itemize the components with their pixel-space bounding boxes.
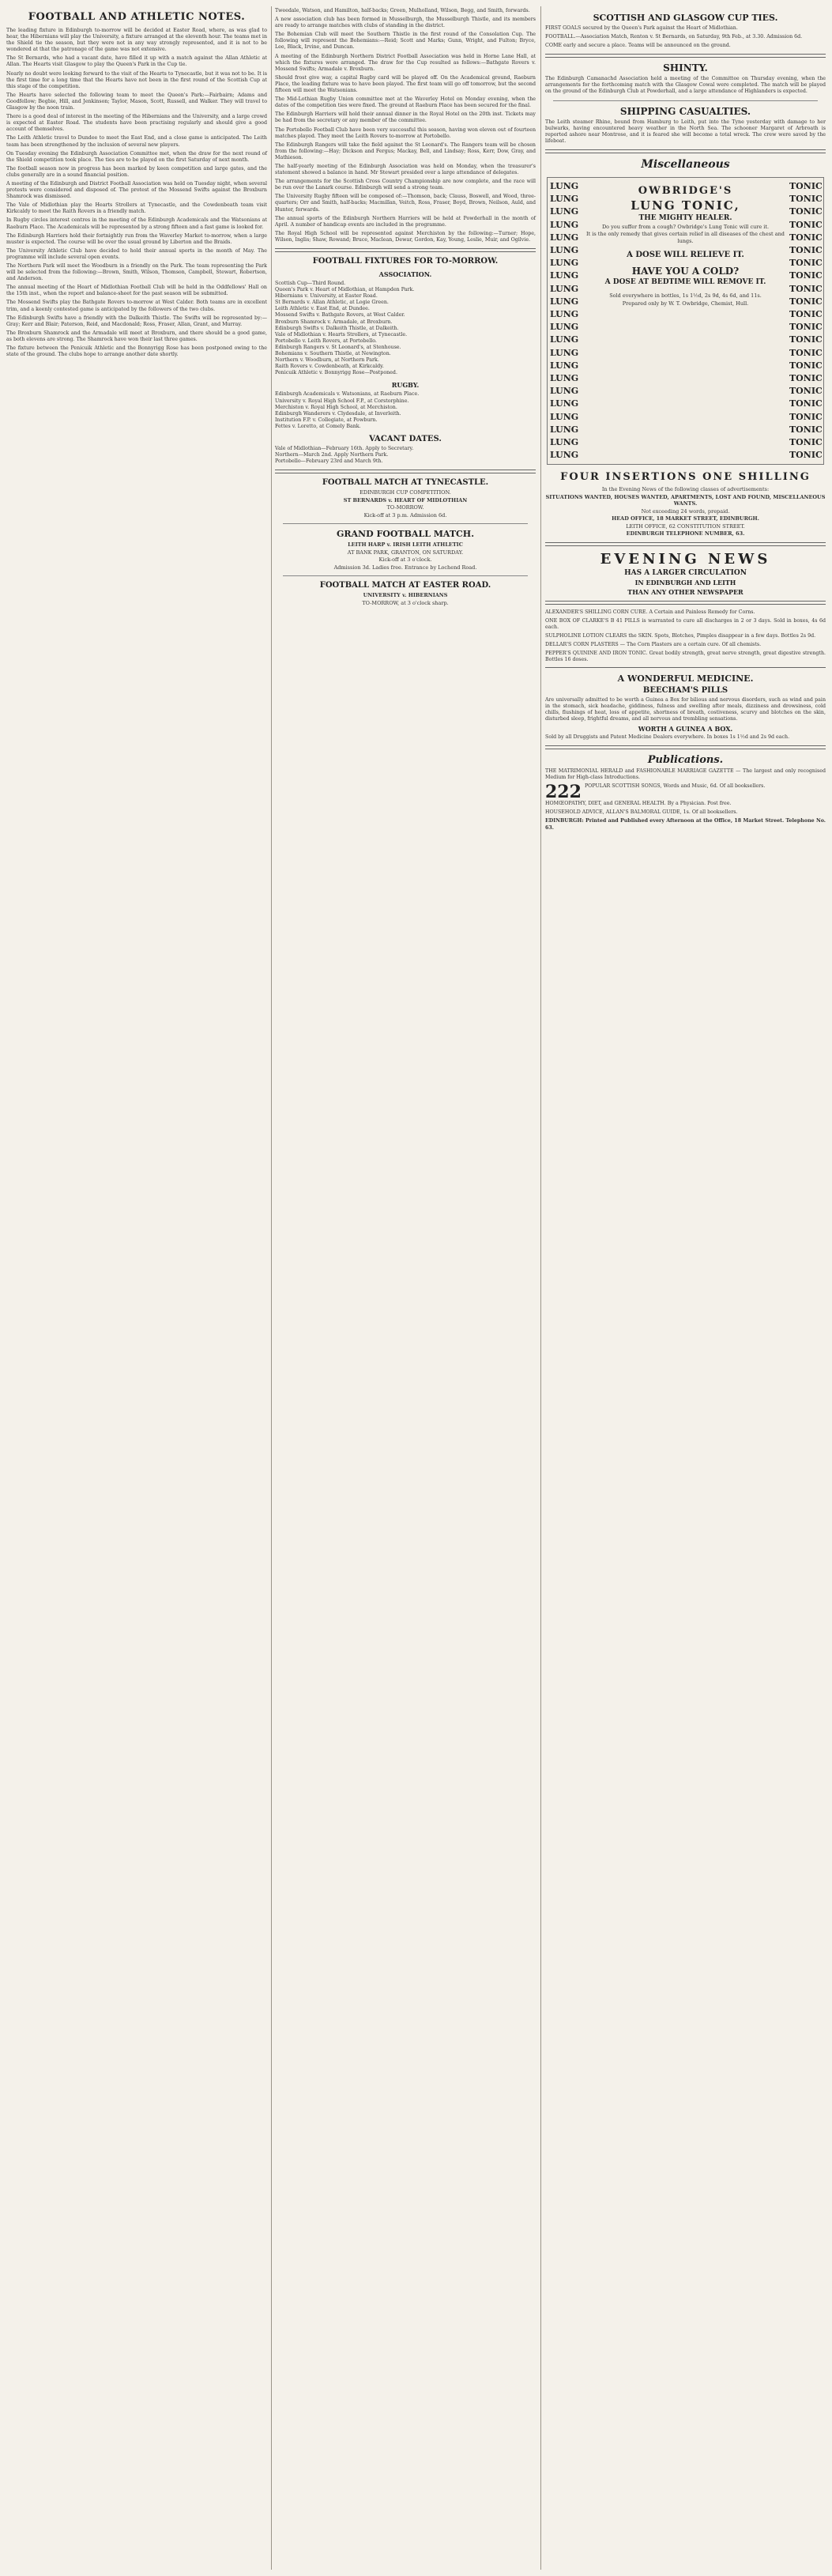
ad-line: Sold everywhere in bottles, 1s 1½d, 2s 9d, 4s 6d, and 11s. xyxy=(609,292,762,300)
four-insertions-title: FOUR INSERTIONS ONE SHILLING xyxy=(560,471,811,484)
column-rule xyxy=(540,6,541,2570)
songs-ad xyxy=(545,783,826,801)
paragraph: The University Athletic Club have decided to hold their annual sports in the month of May. The programme will include several open events. xyxy=(6,247,267,260)
tonic-column xyxy=(789,180,821,462)
fixture-item: Mossend Swifts v. Bathgate Rovers, at West Calder. xyxy=(275,312,405,319)
lung-word: LUNG xyxy=(550,308,579,319)
fixture-item: Edinburgh Swifts v. Dalkeith Thistle, at Dalkeith. xyxy=(275,325,399,331)
paragraph: FOOTBALL.—Association Match, Renton v. St Bernards, on Saturday, 9th Feb., at 3.30. Admission 6d. xyxy=(545,34,803,40)
paragraph: The University Rugby fifteen will be composed of:—Thomson, back; Clauss, Boswell, and Wood, three-quarters; Orr and Smith, half-backs; Macmillan, Veitch, Ross, Fraser, Boyd, Brown, Neilson, Auld, and Hunter, forwards. xyxy=(275,194,536,213)
lung-word: LUNG xyxy=(550,424,579,435)
medicine-ad: SULPHOLINE LOTION CLEARS the SKIN. Spots, Blotches, Pimples disappear in a few days. Bottles 2s 9d. xyxy=(545,633,816,639)
lung-word: LUNG xyxy=(550,322,579,333)
shinty-title: SHINTY. xyxy=(663,62,708,74)
paragraph: The half-yearly meeting of the Edinburgh Association was held on Monday, when the treasurer's statement showed a balance in hand. Mr Stewart presided over a large attendance of delegates. xyxy=(275,163,536,176)
article-body xyxy=(6,28,267,358)
lung-word: LUNG xyxy=(550,283,579,294)
grand-match-title: GRAND FOOTBALL MATCH. xyxy=(336,529,475,540)
lung-word: LUNG xyxy=(550,398,579,409)
lung-word: LUNG xyxy=(550,372,579,383)
paragraph: The fixture between the Penicuik Athletic and the Bonnyrigg Rose has been postponed owing to the state of the ground. The clubs hope to arrange another date shortly. xyxy=(6,345,267,358)
fixture-item: Fettes v. Loretto, at Comely Bank. xyxy=(275,423,361,429)
ad-line: LEITH HARP v. IRISH LEITH ATHLETIC xyxy=(348,541,463,549)
fixtures-list xyxy=(275,281,536,376)
beecham-pills-title: BEECHAM'S PILLS xyxy=(642,685,728,695)
paragraph: The Royal High School will be represented against Merchiston by the following:—Turner; Hope, Wilson, Inglis; Shaw, Rowand; Bruce, Maclean, Dewar, Gordon, Kay, Young, Leslie, Muir, and Ogilvie. xyxy=(275,230,536,243)
paragraph: The Mossend Swifts play the Bathgate Rovers to-morrow at West Calder. Both teams are in excellent trim, and a keenly contested game is anticipated by the followers of the two clubs. xyxy=(6,300,267,312)
worth-guinea: WORTH A GUINEA A BOX. xyxy=(638,724,733,733)
paragraph: Nearly no doubt were looking forward to the visit of the Hearts to Tynecastle, but it was not to be. It is the first time for a long time that the Hearts have not been in the first round of the Scottish Cup at this stage of the competition. xyxy=(6,70,267,89)
divider xyxy=(275,248,536,252)
publication-ad: POPULAR SCOTTISH SONGS, Words and Music, 6d. Of all booksellers. xyxy=(584,783,766,790)
paragraph: The Mid-Lothian Rugby Union committee met at the Waverley Hotel on Monday evening, when the dates of the competition ties were fixed. The ground at Raeburn Place has been secured for the final. xyxy=(275,96,536,109)
ad-line: LEITH OFFICE, 62 CONSTITUTION STREET. xyxy=(626,522,745,530)
lung-column xyxy=(550,180,582,462)
tonic-word: TONIC xyxy=(789,270,823,281)
medicine-ad: ONE BOX OF CLARKE'S B 41 PILLS is warranted to cure all discharges in 2 or 3 days. Sold in boxes, 4s 6d each. xyxy=(545,618,826,631)
paragraph: The Northern Park will meet the Woodburn in a friendly on the Park. The team representing the Park will be selected from the following:—Brown, Smith, Wilson, Thomson, Campbell, Stewart, Robertson, and Anderson. xyxy=(6,263,267,282)
fixture-item: Leith Athletic v. East End, at Dundee. xyxy=(275,306,370,312)
lung-word: LUNG xyxy=(550,347,579,358)
fixture-item: Bohemians v. Southern Thistle, at Newington. xyxy=(275,351,391,357)
beecham-ad xyxy=(545,667,826,741)
paragraph: The Edinburgh Harriers hold their fortnightly run from the Waverley Market to-morrow, when a large muster is expected. The course will be over the usual ground by Liberton and the Braids. xyxy=(6,232,267,245)
fixture-item: Edinburgh Wanderers v. Clydesdale, at Inverleith. xyxy=(275,410,401,417)
lung-tonic-ad xyxy=(547,177,824,465)
tonic-word: TONIC xyxy=(789,296,823,307)
paragraph: The St Bernards, who had a vacant date, have filled it up with a match against the Allan Athletic at Allan. The Hearts visit Glasgow to play the Queen's Park in the Cup tie. xyxy=(6,55,267,68)
paragraph: The Edinburgh Camanachd Association held a meeting of the Committee on Thursday evening, when the arrangements for the forthcoming match with the Glasgow Cowal were completed. The match will be played on the ground of the Edinburgh Club at Powderhall, and a large attendance of Highlanders is expected. xyxy=(545,76,826,95)
tonic-word: TONIC xyxy=(789,334,823,345)
publication-ad: THE MATRIMONIAL HERALD and FASHIONABLE MARRIAGE GAZETTE — The largest and only recognised Medium for High-class Introductions. xyxy=(545,768,826,781)
wonderful-medicine-title: A WONDERFUL MEDICINE. xyxy=(617,673,754,684)
paragraph: The Edinburgh Harriers will hold their annual dinner in the Royal Hotel on the 20th inst. Tickets may be had from the secretary or any member of the committee. xyxy=(275,111,536,124)
ad-line: TO-MORROW. xyxy=(386,504,424,511)
tonic-word: TONIC xyxy=(789,206,823,217)
tonic-word: TONIC xyxy=(789,386,823,397)
tonic-word: TONIC xyxy=(789,360,823,371)
lung-word: LUNG xyxy=(550,386,579,397)
column-rule xyxy=(271,6,272,2570)
headline-football-notes: FOOTBALL AND ATHLETIC NOTES. xyxy=(28,11,246,23)
imprint: EDINBURGH: Printed and Published every Afternoon at the Office, 18 Market Street. Telephone No. 63. xyxy=(545,818,826,831)
paragraph: The Hearts have selected the following team to meet the Queen's Park:—Fairbairn; Adams and Goodfellow; Begbie, Hill, and Jenkinson; Taylor, Mason, Scott, Russell, and Walker. They will travel to Glasgow by the noon train. xyxy=(6,92,267,111)
lung-word: LUNG xyxy=(550,206,579,217)
ad-line: EDINBURGH TELEPHONE NUMBER, 63. xyxy=(626,530,745,537)
ad-line: Do you suffer from a cough? Owbridge's Lung Tonic will cure it. xyxy=(601,223,770,230)
tynecastle-ad-title: FOOTBALL MATCH AT TYNECASTLE. xyxy=(322,478,489,488)
fixtures-title: FOOTBALL FIXTURES FOR TO-MORROW. xyxy=(312,257,499,266)
divider xyxy=(545,745,826,749)
ad-line: HEAD OFFICE, 18 MARKET STREET, EDINBURGH. xyxy=(612,515,759,522)
miscellaneous-title: Miscellaneous xyxy=(641,157,730,171)
lung-word: LUNG xyxy=(550,411,579,422)
vacant-dates-title: VACANT DATES. xyxy=(369,434,442,443)
lung-word: LUNG xyxy=(550,258,579,269)
lung-word: LUNG xyxy=(550,437,579,447)
fixture-item: Raith Rovers v. Cowdenbeath, at Kirkcaldy. xyxy=(275,364,384,370)
divider xyxy=(545,542,826,546)
ad-emphasis: A DOSE WILL RELIEVE IT. xyxy=(627,251,744,260)
vacant-item: Vale of Midlothian—February 16th. Apply to Secretary. xyxy=(275,445,414,451)
tonic-word: TONIC xyxy=(789,411,823,422)
paragraph: There is a good deal of interest in the meeting of the Hibernians and the University, and a large crowd is expected at Easter Road. The students have been practising regularly and should give a good account of themselves. xyxy=(6,114,267,133)
divider xyxy=(545,54,826,58)
fixture-item: Edinburgh Rangers v. St Leonard's, at Stenhouse. xyxy=(275,344,401,350)
ad-line: Prepared only by W. T. Owbridge, Chemist, Hull. xyxy=(622,300,749,307)
ad-line: It is the only remedy that gives certain relief in all diseases of the chest and lungs. xyxy=(586,231,785,244)
ad-line: Kick-off at 3 o'clock. xyxy=(378,556,432,564)
paragraph: The annual sports of the Edinburgh Northern Harriers will be held at Powderhall in the month of April. A number of handicap events are included in the programme. xyxy=(275,215,536,228)
paragraph: The Broxburn Shamrock and the Armadale will meet at Broxburn, and there should be a good game, as both elevens are strong. The Shamrock have won their last three games. xyxy=(6,330,267,342)
paragraph: FIRST GOALS secured by the Queen's Park against the Heart of Midlothian. xyxy=(545,25,738,31)
easter-road-title: FOOTBALL MATCH AT EASTER ROAD. xyxy=(319,581,491,590)
paragraph: The Bohemian Club will meet the Southern Thistle in the first round of the Consolation Cup. The following will represent the Bohemians:—Reid; Scott and Marks; Gunn, Wright, and Fulton; Bryce, Lee, Black, Irvine, and Duncan. xyxy=(275,32,536,51)
fixture-item: Institution F.P. v. Collegiate, at Powburn. xyxy=(275,417,378,423)
tonic-word: TONIC xyxy=(789,244,823,255)
paragraph: The Edinburgh Swifts have a friendly with the Dalkeith Thistle. The Swifts will be represented by:—Gray; Kerr and Blair; Paterson, Reid, and Macdonald; Ross, Fraser, Allan, Grant, and Murray. xyxy=(6,315,267,327)
ad-emphasis: A DOSE AT BEDTIME WILL REMOVE IT. xyxy=(604,278,766,287)
fixtures-rugby-subtitle: RUGBY. xyxy=(391,381,420,390)
vacant-item: Portobello—February 23rd and March 9th. xyxy=(275,458,383,465)
paragraph: The Portobello Football Club have been very successful this season, having won eleven out of fourteen matches played. They meet the Leith Rovers to-morrow at Portobello. xyxy=(275,126,536,139)
ad-emphasis: HAVE YOU A COLD? xyxy=(631,266,740,277)
lung-word: LUNG xyxy=(550,334,579,345)
fixture-item: Merchiston v. Royal High School, at Merchiston. xyxy=(275,404,397,410)
paragraph: Are universally admitted to be worth a Guinea a Box for bilious and nervous disorders, such as wind and pain in the stomach, sick headache, giddiness, fulness and swelling after meals, dizziness and drowsiness, cold chills, flushings of heat, loss of appetite, shortness of breath, costiveness, scurvy and blotches on the skin, disturbed sleep, frightful dreams, and all nervous and trembling sensations. xyxy=(545,696,826,722)
ad-line: In the Evening News of the following classes of advertisements: xyxy=(601,486,770,493)
paragraph: The arrangements for the Scottish Cross Country Championship are now complete, and the race will be run over the Lanark course. Edinburgh will send a strong team. xyxy=(275,179,536,191)
tonic-word: TONIC xyxy=(789,283,823,294)
divider xyxy=(545,601,826,605)
tonic-word: TONIC xyxy=(789,450,823,461)
paragraph: The Vale of Midlothian play the Hearts Strollers at Tynecastle, and the Cowdenbeath team visit Kirkcaldy to meet the Raith Rovers in a friendly match. xyxy=(6,202,267,215)
paragraph: COME early and secure a place. Teams will be announced on the ground. xyxy=(545,43,731,49)
tonic-word: TONIC xyxy=(789,232,823,243)
column-3 xyxy=(545,8,826,2568)
fixture-item: Portobello v. Leith Rovers, at Portobello. xyxy=(275,338,377,344)
lung-word: LUNG xyxy=(550,232,579,243)
lung-word: LUNG xyxy=(550,180,579,191)
paragraph: Tweedale, Watson, and Hamilton, half-backs; Green, Mulholland, Wilson, Begg, and Smith, forwards. xyxy=(275,8,530,13)
paragraph: The football season now in progress has been marked by keen competition and large gates, and the clubs generally are in a sound financial position. xyxy=(6,165,267,178)
lung-tonic-frame xyxy=(550,180,821,462)
ad-line: Kick-off at 3 p.m. Admission 6d. xyxy=(363,511,447,519)
shipping-title: SHIPPING CASUALTIES. xyxy=(619,105,751,117)
paragraph: The Leith Athletic travel to Dundee to meet the East End, and a close game is anticipated. The Leith team has been strengthened by the inclusion of several new players. xyxy=(6,135,267,148)
lung-word: LUNG xyxy=(550,450,579,461)
lung-tonic-name: LUNG TONIC, xyxy=(631,198,740,213)
vacant-dates-list xyxy=(275,446,536,465)
tonic-word: TONIC xyxy=(789,180,823,191)
publication-ad: HOUSEHOLD ADVICE, ALLAN'S BALMORAL GUIDE, 1s. Of all booksellers. xyxy=(545,809,738,816)
lung-word: LUNG xyxy=(550,244,579,255)
paragraph: A meeting of the Edinburgh and District Football Association was held on Tuesday night, when several protests were considered and disposed of. The protest of the Mossend Swifts against the Broxburn Shamrock was dismissed. xyxy=(6,180,267,200)
lung-word: LUNG xyxy=(550,270,579,281)
tonic-word: TONIC xyxy=(789,347,823,358)
tonic-word: TONIC xyxy=(789,322,823,333)
fixture-item: St Bernards v. Allan Athletic, at Logie Green. xyxy=(275,300,389,306)
tonic-word: TONIC xyxy=(789,308,823,319)
lung-word: LUNG xyxy=(550,219,579,230)
paragraph: Should frost give way, a capital Rugby card will be played off. On the Academical ground, Raeburn Place, the leading fixture was to have been played. The first team will go off tomorrow, but the second fifteen will meet the Watsonians. xyxy=(275,74,536,94)
divider xyxy=(275,470,536,473)
tonic-word: TONIC xyxy=(789,398,823,409)
paragraph: The annual meeting of the Heart of Midlothian Football Club will be held in the Oddfellows' Hall on the 15th inst., when the report and balance-sheet for the past season will be submitted. xyxy=(6,285,267,297)
lung-tonic-body xyxy=(582,180,789,462)
fixture-item: Northern v. Woodburn, at Northern Park. xyxy=(275,357,379,364)
vacant-item: Northern—March 2nd. Apply Northern Park. xyxy=(275,452,389,458)
paragraph: In Rugby circles interest centres in the meeting of the Edinburgh Academicals and the Watsonians at Raeburn Place. The Academicals will be represented by a strong fifteen and a fast game is looked for. xyxy=(6,217,267,230)
evening-news-sub: HAS A LARGER CIRCULATION xyxy=(624,568,747,577)
ad-line: AT BANK PARK, GRANTON, ON SATURDAY. xyxy=(347,549,464,556)
fixture-item: Hibernians v. University, at Easter Road. xyxy=(275,293,378,300)
fixtures-association-subtitle: ASSOCIATION. xyxy=(378,270,432,278)
cup-ties-title: SCOTTISH AND GLASGOW CUP TIES. xyxy=(593,13,778,23)
fixture-item: University v. Royal High School F.P., at Corstorphine. xyxy=(275,398,409,404)
ad-line: ST BERNARDS v. HEART OF MIDLOTHIAN xyxy=(343,496,468,504)
medicine-ad: DELLAR'S CORN PLASTERS — The Corn Plasters are a certain cure. Of all chemists. xyxy=(545,642,762,648)
divider xyxy=(553,100,818,101)
tonic-word: TONIC xyxy=(789,437,823,447)
paragraph: The Edinburgh Rangers will take the field against the St Leonard's. The Rangers team will be chosen from the following:—Hay; Dickson and Fergus; Mackay, Bell, and Lindsay; Ross, Kerr, Dow, Gray, and Mathieson. xyxy=(275,141,536,160)
column-2 xyxy=(275,8,536,2568)
fixture-item: Penicuik Athletic v. Bonnyrigg Rose—Postponed. xyxy=(275,370,397,376)
ad-line: Not exceeding 24 words, prepaid. xyxy=(641,507,730,515)
lung-word: LUNG xyxy=(550,194,579,205)
divider xyxy=(545,149,826,153)
paragraph: A new association club has been formed in Musselburgh, the Musselburgh Thistle, and its members are ready to arrange matches with clubs of standing in the district. xyxy=(275,17,536,29)
tonic-word: TONIC xyxy=(789,194,823,205)
rugby-list xyxy=(275,391,536,430)
tonic-word: TONIC xyxy=(789,258,823,269)
songs-number: 222 xyxy=(545,782,582,803)
lung-word: LUNG xyxy=(550,360,579,371)
paragraph: On Tuesday evening the Edinburgh Association Committee met, when the draw for the next round of the Shield competition took place. The ties are to be played on the first Saturday of next month. xyxy=(6,150,267,163)
mighty-healer: THE MIGHTY HEALER. xyxy=(638,213,732,222)
fixture-item: Queen's Park v. Heart of Midlothian, at Hampden Park. xyxy=(275,287,415,293)
publication-ad: HOMŒOPATHY, DIET, and GENERAL HEALTH. By a Physician. Post free. xyxy=(545,801,732,807)
fixture-item: Edinburgh Academicals v. Watsonians, at Raeburn Place. xyxy=(275,391,420,398)
medicine-ad: ALEXANDER'S SHILLING CORN CURE. A Certain and Painless Remedy for Corns. xyxy=(545,609,755,615)
divider xyxy=(283,575,528,576)
owbridge-name: OWBRIDGE'S xyxy=(638,184,733,197)
ad-line: TO-MORROW, at 3 o'clock sharp. xyxy=(362,599,449,606)
evening-news-title: EVENING NEWS xyxy=(600,550,771,568)
tonic-word: TONIC xyxy=(789,219,823,230)
column-1 xyxy=(6,8,267,2568)
tonic-word: TONIC xyxy=(789,372,823,383)
fixture-item: Vale of Midlothian v. Hearts Strollers, at Tynecastle. xyxy=(275,331,408,338)
ad-line: EDINBURGH CUP COMPETITION. xyxy=(360,489,451,496)
publications-title: Publications. xyxy=(647,754,724,767)
paragraph: A meeting of the Edinburgh Northern District Football Association was held in Horne Lane Hall, at which the fixtures were arranged. The draw for the Cup resulted as follows:—Bathgate Rovers v. Mossend Swifts; Armadale v. Broxburn. xyxy=(275,53,536,72)
lung-word: LUNG xyxy=(550,296,579,307)
evening-news-sub: IN EDINBURGH AND LEITH xyxy=(634,578,736,586)
paragraph: The leading fixture in Edinburgh to-morrow will be decided at Easter Road, where, as was glad to hear, the Hibernians will play the University, a fixture arranged at the eleventh hour. The teams met in the Shield tie the season, but they were not in any way strongly represented, and it is not to be wondered at that the patronage of the game was not extensive. xyxy=(6,28,267,53)
paragraph: Sold by all Druggists and Patent Medicine Dealers everywhere. In boxes 1s 1½d and 2s 9d each. xyxy=(545,734,790,740)
fixture-item: Scottish Cup—Third Round. xyxy=(275,281,346,286)
ad-line: Admission 3d. Ladies free. Entrance by Lochend Road. xyxy=(333,564,477,571)
paragraph: The Leith steamer Rhine, bound from Hamburg to Leith, put into the Tyne yesterday with damage to her bulwarks, having encountered heavy weather in the North Sea. The schooner Margaret of Arbroath is reported ashore near Montrose, and it is feared she will become a total wreck. The crew were saved by the lifeboat. xyxy=(545,119,826,144)
medicine-ad: PEPPER'S QUININE AND IRON TONIC. Great bodily strength, great nerve strength, great digestive strength. Bottles 16 doses. xyxy=(545,651,826,663)
fixture-item: Broxburn Shamrock v. Armadale, at Broxburn. xyxy=(275,319,393,325)
ad-line: SITUATIONS WANTED, HOUSES WANTED, APARTMENTS, LOST AND FOUND, MISCELLANEOUS WANTS. xyxy=(545,493,826,507)
ad-line: UNIVERSITY v. HIBERNIANS xyxy=(363,592,448,599)
tonic-word: TONIC xyxy=(789,424,823,435)
divider xyxy=(283,523,528,524)
evening-news-sub: THAN ANY OTHER NEWSPAPER xyxy=(627,587,744,596)
